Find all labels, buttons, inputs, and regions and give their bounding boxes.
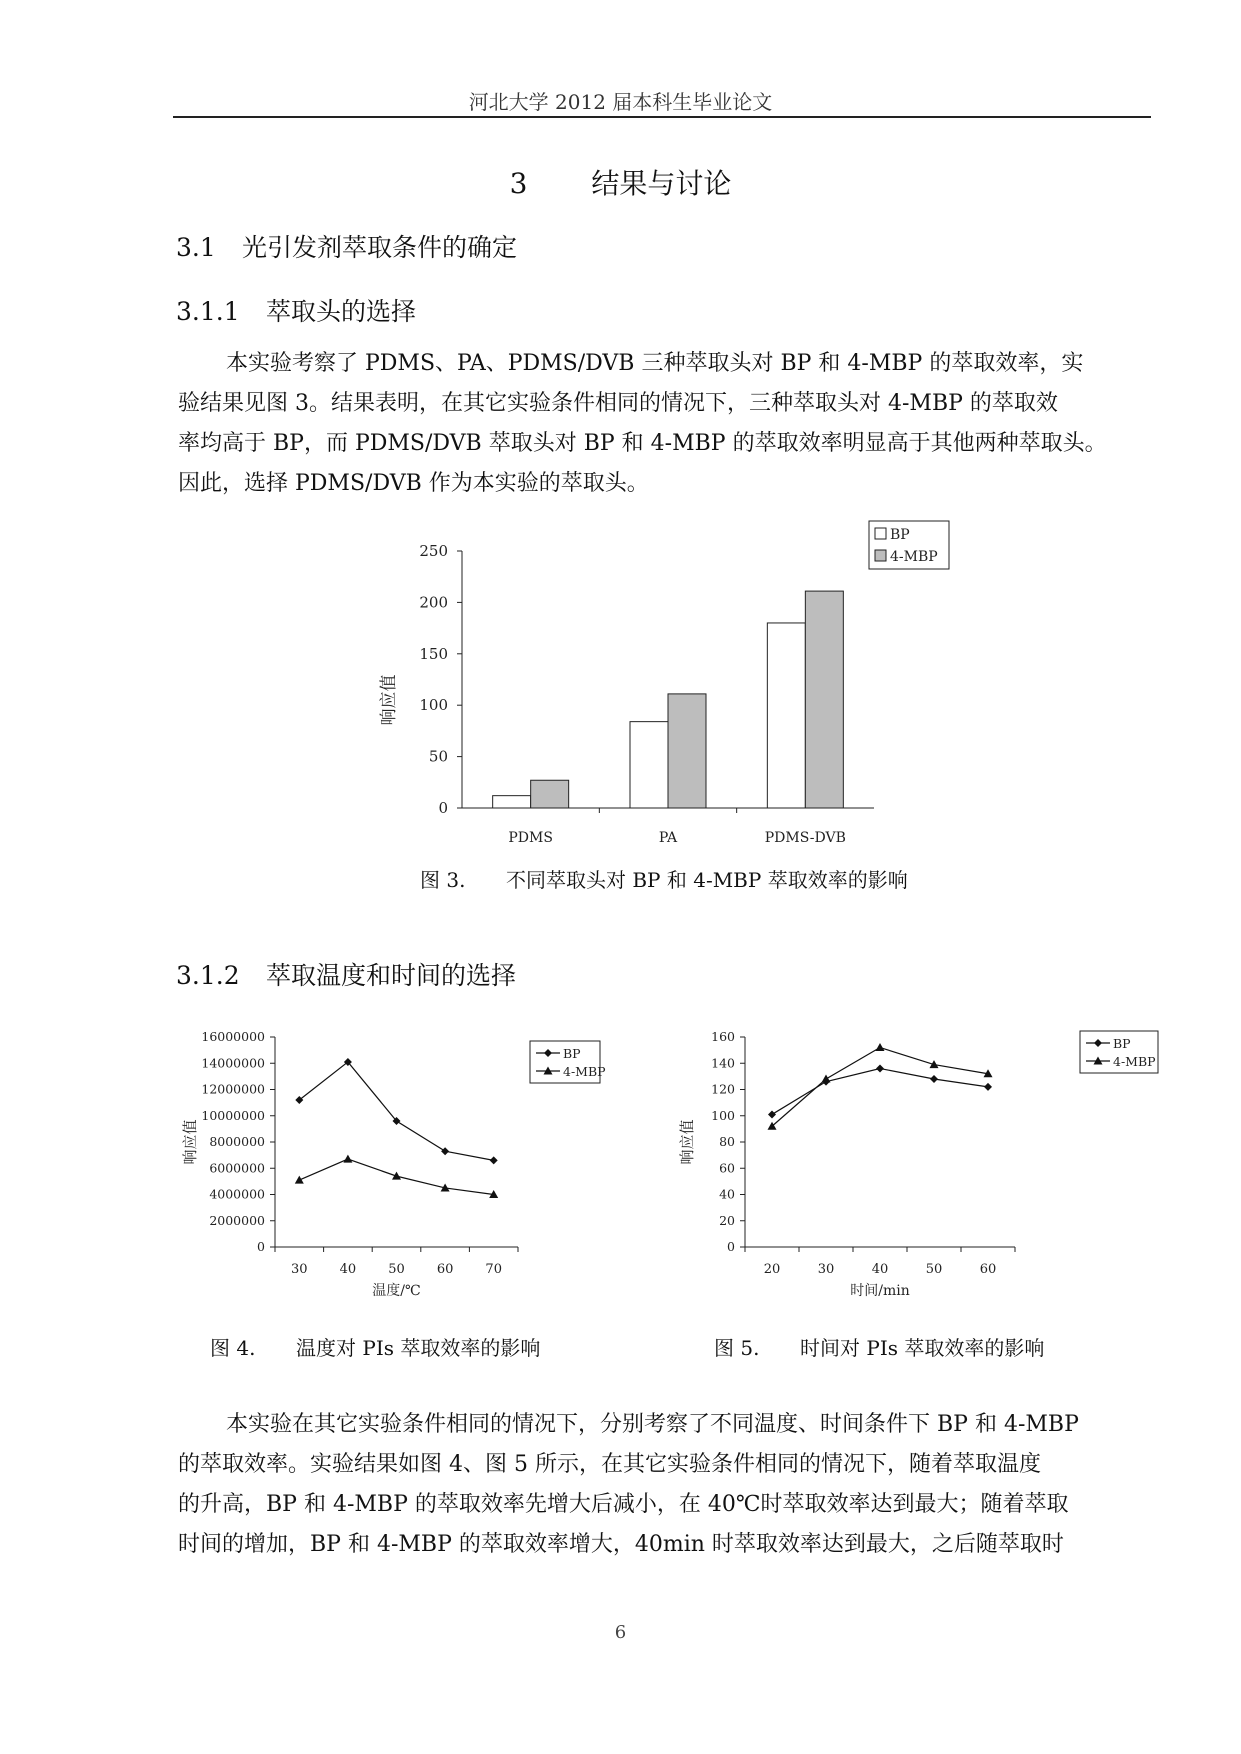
section-3-1-heading <box>176 228 517 264</box>
x-axis-label: 时间/min <box>850 1283 910 1299</box>
figure-caption-text: 温度对 PIs 萃取效率的影响 <box>296 1336 541 1360</box>
data-point-4-mbp <box>295 1176 304 1184</box>
x-tick-label: 60 <box>979 1262 997 1277</box>
paragraph-line: 验结果见图 3。结果表明，在其它实验条件相同的情况下，三种萃取头对 4-MBP 的萃取效 <box>178 391 1058 416</box>
y-tick-label: 160 <box>711 1030 735 1044</box>
y-axis-label: 响应值 <box>379 674 399 726</box>
data-point-bp <box>490 1156 498 1164</box>
legend-swatch <box>875 528 886 539</box>
series-line-bp <box>772 1069 988 1115</box>
section-3-1-2-heading <box>176 956 516 992</box>
chapter-title: 结果与讨论 <box>591 167 732 200</box>
y-tick-label: 8000000 <box>209 1134 265 1149</box>
header-rule <box>173 116 1151 118</box>
x-tick-label: 30 <box>817 1262 835 1277</box>
y-tick-label: 20 <box>719 1212 735 1228</box>
section-number: 3.1 <box>176 233 216 262</box>
section-3-1-1-heading <box>176 292 416 328</box>
section-title: 萃取温度和时间的选择 <box>266 961 517 990</box>
x-tick-label: 70 <box>485 1262 502 1277</box>
y-tick-label: 200 <box>419 593 448 612</box>
x-tick-label: 40 <box>339 1262 357 1277</box>
legend-swatch <box>875 550 886 561</box>
paragraph-1 <box>178 344 1144 504</box>
section-title: 萃取头的选择 <box>266 297 417 326</box>
legend-label: BP <box>1113 1036 1131 1051</box>
y-tick-label: 12000000 <box>201 1081 265 1097</box>
y-tick-label: 120 <box>711 1081 735 1097</box>
legend-label: 4-MBP <box>563 1064 606 1079</box>
paragraph-line: 的升高，BP 和 4-MBP 的萃取效率先增大后减小，在 40℃时萃取效率达到最大；随着萃取 <box>178 1492 1069 1517</box>
y-tick-label: 100 <box>419 696 448 715</box>
paragraph-line: 的萃取效率。实验结果如图 4、图 5 所示，在其它实验条件相同的情况下，随着萃取温度 <box>178 1452 1041 1477</box>
section-title: 光引发剂萃取条件的确定 <box>242 233 518 262</box>
figure-4-caption <box>210 1332 540 1361</box>
series-line-bp <box>299 1062 493 1160</box>
x-tick-label: 40 <box>871 1262 889 1277</box>
paragraph-line: 本实验在其它实验条件相同的情况下，分别考察了不同温度、时间条件下 BP 和 4-MBP <box>226 1412 1079 1437</box>
y-tick-label: 0 <box>438 799 448 817</box>
bar-4-mbp <box>668 694 706 808</box>
y-tick-label: 50 <box>428 747 448 766</box>
bar-bp <box>630 722 668 808</box>
figure-number: 图 3. <box>420 868 466 892</box>
y-tick-label: 2000000 <box>209 1212 265 1228</box>
x-axis-label: 温度/℃ <box>372 1283 421 1299</box>
running-header: 河北大学 2012 届本科生毕业论文 <box>468 90 773 114</box>
x-tick-label: 50 <box>925 1262 943 1277</box>
y-tick-label: 140 <box>711 1055 735 1071</box>
figure-caption-text: 时间对 PIs 萃取效率的影响 <box>800 1336 1045 1360</box>
bar-bp <box>767 623 805 808</box>
figure-caption-text: 不同萃取头对 BP 和 4-MBP 萃取效率的影响 <box>506 868 908 892</box>
y-tick-label: 0 <box>257 1239 265 1254</box>
series-line-4-mbp <box>772 1048 988 1127</box>
legend-label: 4-MBP <box>890 549 938 565</box>
bar-4-mbp <box>531 780 569 808</box>
y-tick-label: 0 <box>727 1239 735 1254</box>
data-point-4-mbp <box>343 1155 352 1163</box>
section-number: 3.1.2 <box>176 961 240 990</box>
y-tick-label: 100 <box>711 1107 735 1123</box>
legend-label: 4-MBP <box>1113 1054 1156 1069</box>
figure-4-line-chart <box>175 1030 615 1310</box>
data-point-bp <box>876 1065 884 1073</box>
x-tick-label: 60 <box>436 1262 454 1277</box>
data-point-bp <box>441 1147 449 1155</box>
figure-number: 图 4. <box>210 1336 256 1360</box>
data-point-4-mbp <box>876 1043 885 1051</box>
y-tick-label: 40 <box>719 1186 735 1202</box>
page-number: 6 <box>614 1622 627 1643</box>
paragraph-line: 时间的增加，BP 和 4-MBP 的萃取效率增大，40min 时萃取效率达到最大，之后随萃取时 <box>178 1532 1064 1557</box>
figure-3-bar-chart <box>370 520 970 850</box>
figure-3-caption <box>420 864 908 893</box>
x-tick-label: PDMS <box>508 830 553 846</box>
y-axis-label: 响应值 <box>678 1119 696 1165</box>
paragraph-line: 因此，选择 PDMS/DVB 作为本实验的萃取头。 <box>178 471 649 496</box>
y-tick-label: 4000000 <box>209 1186 265 1202</box>
data-point-bp <box>930 1075 938 1083</box>
data-point-bp <box>768 1110 776 1118</box>
paragraph-2 <box>178 1405 1144 1565</box>
y-tick-label: 16000000 <box>201 1030 265 1044</box>
figure-5-caption <box>714 1332 1044 1361</box>
chapter-number: 3 <box>509 167 528 200</box>
legend-label: BP <box>890 527 910 543</box>
x-tick-label: 50 <box>388 1262 405 1277</box>
legend-label: BP <box>563 1046 581 1061</box>
paragraph-line: 本实验考察了 PDMS、PA、PDMS/DVB 三种萃取头对 BP 和 4-MBP 的萃取效率，实 <box>226 351 1084 376</box>
data-point-bp <box>984 1083 992 1091</box>
y-tick-label: 80 <box>719 1134 735 1149</box>
data-point-4-mbp <box>822 1075 831 1083</box>
y-tick-label: 250 <box>419 542 448 560</box>
x-tick-label: PDMS-DVB <box>764 830 846 846</box>
paragraph-line: 率均高于 BP，而 PDMS/DVB 萃取头对 BP 和 4-MBP 的萃取效率明显高于其他两种萃取头。 <box>178 431 1107 456</box>
y-tick-label: 6000000 <box>209 1160 265 1176</box>
y-tick-label: 14000000 <box>201 1055 265 1071</box>
x-tick-label: 20 <box>763 1262 781 1277</box>
chapter-heading <box>0 162 1241 202</box>
x-tick-label: PA <box>658 830 678 846</box>
figure-number: 图 5. <box>714 1336 760 1360</box>
bar-bp <box>493 796 531 808</box>
y-tick-label: 10000000 <box>201 1107 265 1123</box>
y-axis-label: 响应值 <box>181 1119 199 1165</box>
y-tick-label: 150 <box>419 644 448 663</box>
x-tick-label: 30 <box>291 1262 308 1277</box>
bar-4-mbp <box>805 591 843 808</box>
y-tick-label: 60 <box>719 1160 735 1176</box>
figure-5-line-chart <box>675 1030 1175 1310</box>
section-number: 3.1.1 <box>176 297 240 326</box>
